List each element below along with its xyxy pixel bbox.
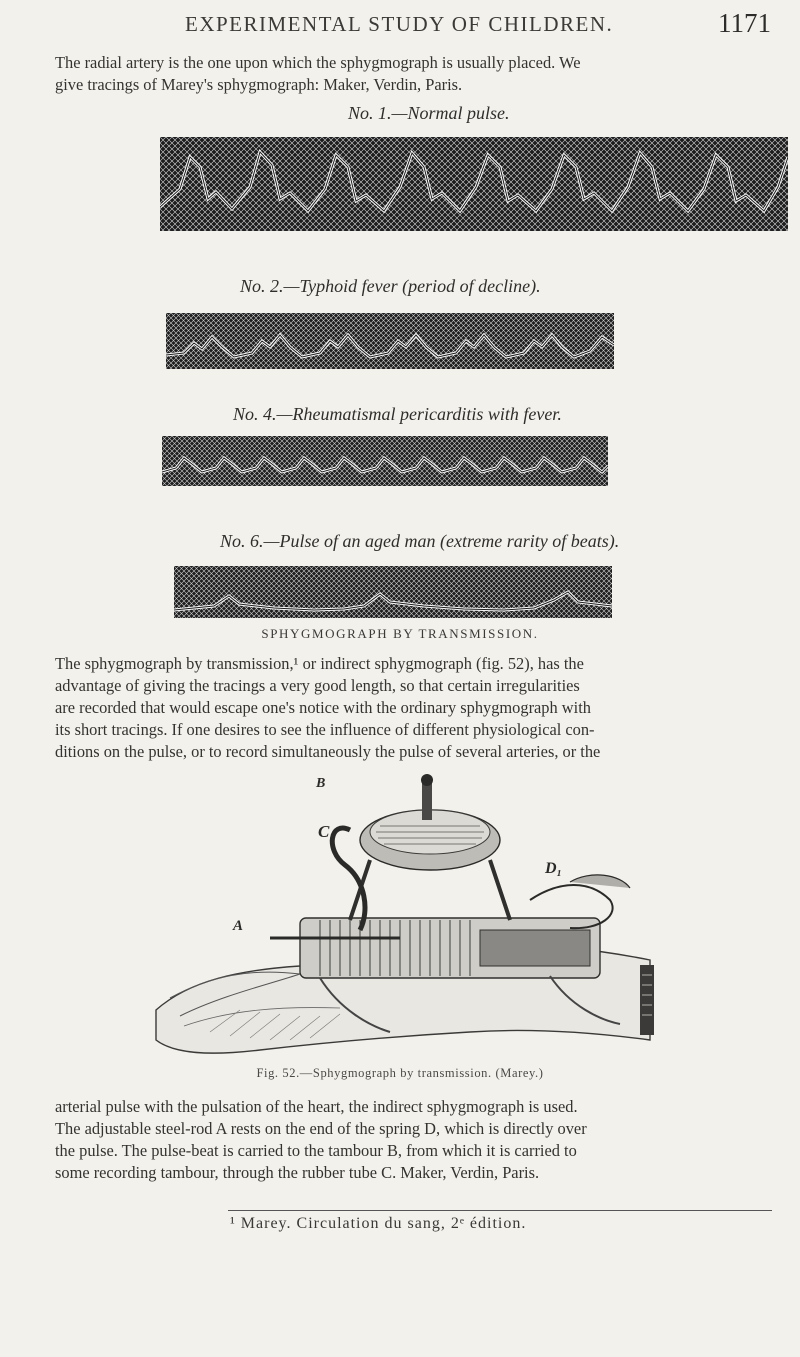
- section-heading: SPHYGMOGRAPH BY TRANSMISSION.: [261, 626, 539, 641]
- pulse-tracing-pericarditis: [162, 436, 608, 486]
- paragraph-line: some recording tambour, through the rubber tube C. Maker, Verdin, Paris.: [55, 1163, 540, 1182]
- footnote-rule: [228, 1210, 772, 1211]
- paragraph-line: the pulse. The pulse-beat is carried to the tambour B, from which it is carried to: [55, 1141, 577, 1160]
- paragraph-line: The sphygmograph by transmission,¹ or indirect sphygmograph (fig. 52), has the: [55, 654, 584, 673]
- page-header: [0, 8, 800, 38]
- label-d1: D₁: [545, 860, 563, 877]
- paragraph-line: its short tracings. If one desires to see the influence of different physiological con-: [55, 720, 595, 739]
- footnote: ¹ Marey. Circulation du sang, 2ᵉ édition.: [230, 1215, 527, 1232]
- section-paragraph: [55, 653, 767, 763]
- running-head: EXPERIMENTAL STUDY OF CHILDREN.: [185, 12, 614, 36]
- pulse-tracing-normal: [160, 137, 788, 231]
- intro-line: The radial artery is the one upon which the sphygmograph is usually placed. We: [55, 53, 581, 72]
- paragraph-line: The adjustable steel-rod A rests on the end of the spring D, which is directly over: [55, 1119, 587, 1138]
- intro-line: give tracings of Marey's sphygmograph: Maker, Verdin, Paris.: [55, 75, 463, 94]
- paragraph-line: advantage of giving the tracings a very good length, so that certain irregularities: [55, 676, 580, 695]
- tracing-caption: No. 2.—Typhoid fever (period of decline).: [240, 276, 541, 296]
- paragraph-line: ditions on the pulse, or to record simultaneously the pulse of several arteries, or the: [55, 742, 601, 761]
- tracing-caption: No. 4.—Rheumatismal pericarditis with fever.: [233, 404, 562, 424]
- paragraph-line: arterial pulse with the pulsation of the heart, the indirect sphygmograph is used.: [55, 1097, 578, 1116]
- page-number: 1171: [718, 8, 771, 38]
- sphygmograph-illustration: [150, 770, 670, 1060]
- pulse-tracing-aged: [174, 566, 612, 618]
- intro-paragraph: [55, 52, 767, 96]
- figure-caption: Fig. 52.—Sphygmograph by transmission. (Marey.): [256, 1066, 544, 1080]
- label-a: A: [233, 918, 244, 934]
- pulse-tracing-typhoid: [166, 313, 614, 369]
- label-c1: C₁: [318, 822, 336, 841]
- label-b: B: [316, 776, 326, 791]
- tracing-caption: No. 6.—Pulse of an aged man (extreme rarity of beats).: [220, 531, 620, 551]
- closing-paragraph: [55, 1096, 767, 1184]
- paragraph-line: are recorded that would escape one's notice with the ordinary sphygmograph with: [55, 698, 591, 717]
- tracing-caption: No. 1.—Normal pulse.: [348, 103, 510, 123]
